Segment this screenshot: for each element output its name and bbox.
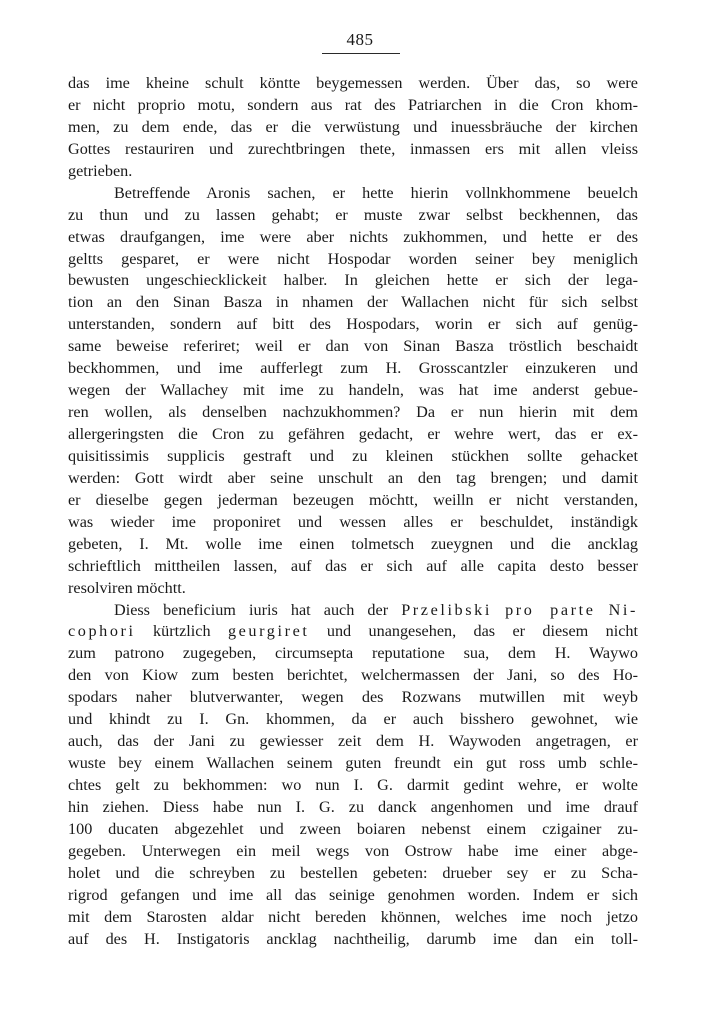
text-line: Gottes restauriren und zurechtbringen thete, inmassen ers mit allen vleiss <box>68 139 638 158</box>
body-text <box>68 73 638 951</box>
text-line: tion an den Sinan Basza in nhamen der Wallachen nicht für sich selbst <box>68 293 638 312</box>
text-line: beckhommen, und ime aufferlegt zum H. Grosscantzler einzukeren und <box>68 359 638 378</box>
text-line: same beweise referiret; weil er dan von Sinan Basza tröstlich beschaidt <box>68 337 638 356</box>
text-line: gebeten, I. Mt. wolle ime einen tolmetsch zueygnen und die ancklag <box>68 534 638 553</box>
text-line: quisitissimis supplicis gestraft und zu kleinen stückhen sollte gehacket <box>68 446 638 465</box>
spaced-word: cophori <box>68 622 136 641</box>
text-line: geltts gesparet, er were nicht Hospodar worden seiner bey meniglich <box>68 249 638 268</box>
spaced-word: Ni- <box>608 600 638 619</box>
spaced-word: Przelibski <box>401 600 492 619</box>
text-line: resolviren möchtt. <box>68 578 186 597</box>
text-line: auch, das der Jani zu gewiesser zeit dem H. Waywoden angetragen, er <box>68 732 638 751</box>
text-line: holet und die schreyben zu bestellen gebeten: drueber sey er zu Scha- <box>68 863 638 882</box>
text-line: hin ziehen. Diess habe nun I. G. zu danck angenhomen und ime drauf <box>68 797 638 816</box>
text-line: cophori kürtzlich geurgiret und unangesehen, das er diesem nicht <box>68 622 638 641</box>
text-line: unterstanden, sondern auf bitt des Hospodars, worin er sich auf genüg- <box>68 315 638 334</box>
text-line: auf des H. Instigatoris ancklag nachtheilig, darumb ime dan ein toll- <box>68 929 638 948</box>
text-line: allergeringsten die Cron zu gefähren gedacht, er wehre wert, das er ex- <box>68 425 638 443</box>
text-line: zum patrono zugegeben, circumsepta reputatione sua, dem H. Waywo <box>68 644 638 663</box>
text-line: Diess beneficium iuris hat auch der Przelibski pro parte Ni- <box>114 600 638 619</box>
page-number-rule <box>322 53 400 54</box>
text-line: und khindt zu I. Gn. khommen, da er auch bisshero gewohnet, wie <box>68 710 638 729</box>
text-line: zu thun und zu lassen gehabt; er muste zwar selbst beckhennen, das <box>68 205 638 224</box>
text-line: schrieftlich mittheilen lassen, auf das er sich auf alle capita desto besser <box>68 556 638 575</box>
text-line: wuste bey einem Wallachen seinem guten freundt ein gut ross umb schle- <box>68 754 638 773</box>
text-line: den von Kiow zum besten berichtet, welchermassen der Jani, so des Ho- <box>68 666 638 685</box>
text-line: wegen der Wallachey mit ime zu handeln, was hat ime anderst gebue- <box>68 381 638 400</box>
text-line: chtes gelt zu bekhommen: wo nun I. G. darmit gedint wehre, er wolte <box>68 776 638 794</box>
spaced-word: pro parte <box>505 600 596 619</box>
page-number: 485 <box>346 30 374 49</box>
text-line: mit dem Starosten aldar nicht bereden khönnen, welches ime noch jetzo <box>68 907 638 926</box>
text-line: getrieben. <box>68 161 133 180</box>
text-line: ren wollen, als denselben nachzukhommen? Da er nun hierin mit dem <box>68 403 638 422</box>
spaced-word: geurgiret <box>227 622 310 641</box>
text-line: das ime kheine schult köntte beygemessen werden. Über das, so were <box>68 74 638 92</box>
text-line: bewusten ungeschiecklickeit halber. In gleichen hette er sich der lega- <box>68 271 638 290</box>
text-line: Betreffende Aronis sachen, er hette hierin vollnkhommene beuelch <box>114 183 638 202</box>
text-line: men, zu dem ende, das er die verwüstung und inuessbräuche der kirchen <box>68 117 638 136</box>
text-line: er nicht proprio motu, sondern aus rat des Patriarchen in die Cron khom- <box>68 95 638 114</box>
text-line: gegeben. Unterwegen ein meil wegs von Ostrow habe ime einer abge- <box>68 841 638 860</box>
text-line: was wieder ime proponiret und wessen alles er beschuldet, inständigk <box>68 512 638 531</box>
text-line: 100 ducaten abgezehlet und zween boiaren nebenst einem czigainer zu- <box>68 819 638 838</box>
text-line: werden: Gott wirdt aber seine unschult an den tag brengen; und damit <box>68 468 638 487</box>
text-line: er dieselbe gegen jederman bezeugen möchtt, weilln er nicht verstanden, <box>68 490 638 509</box>
text-line: etwas draufgangen, ime were aber nichts zukhommen, und hette er des <box>68 227 638 246</box>
text-line: spodars naher blutverwanter, wegen des Rozwans mutwillen mit weyb <box>68 688 638 707</box>
text-line: rigrod gefangen und ime all das seinige genohmen worden. Indem er sich <box>68 885 638 904</box>
